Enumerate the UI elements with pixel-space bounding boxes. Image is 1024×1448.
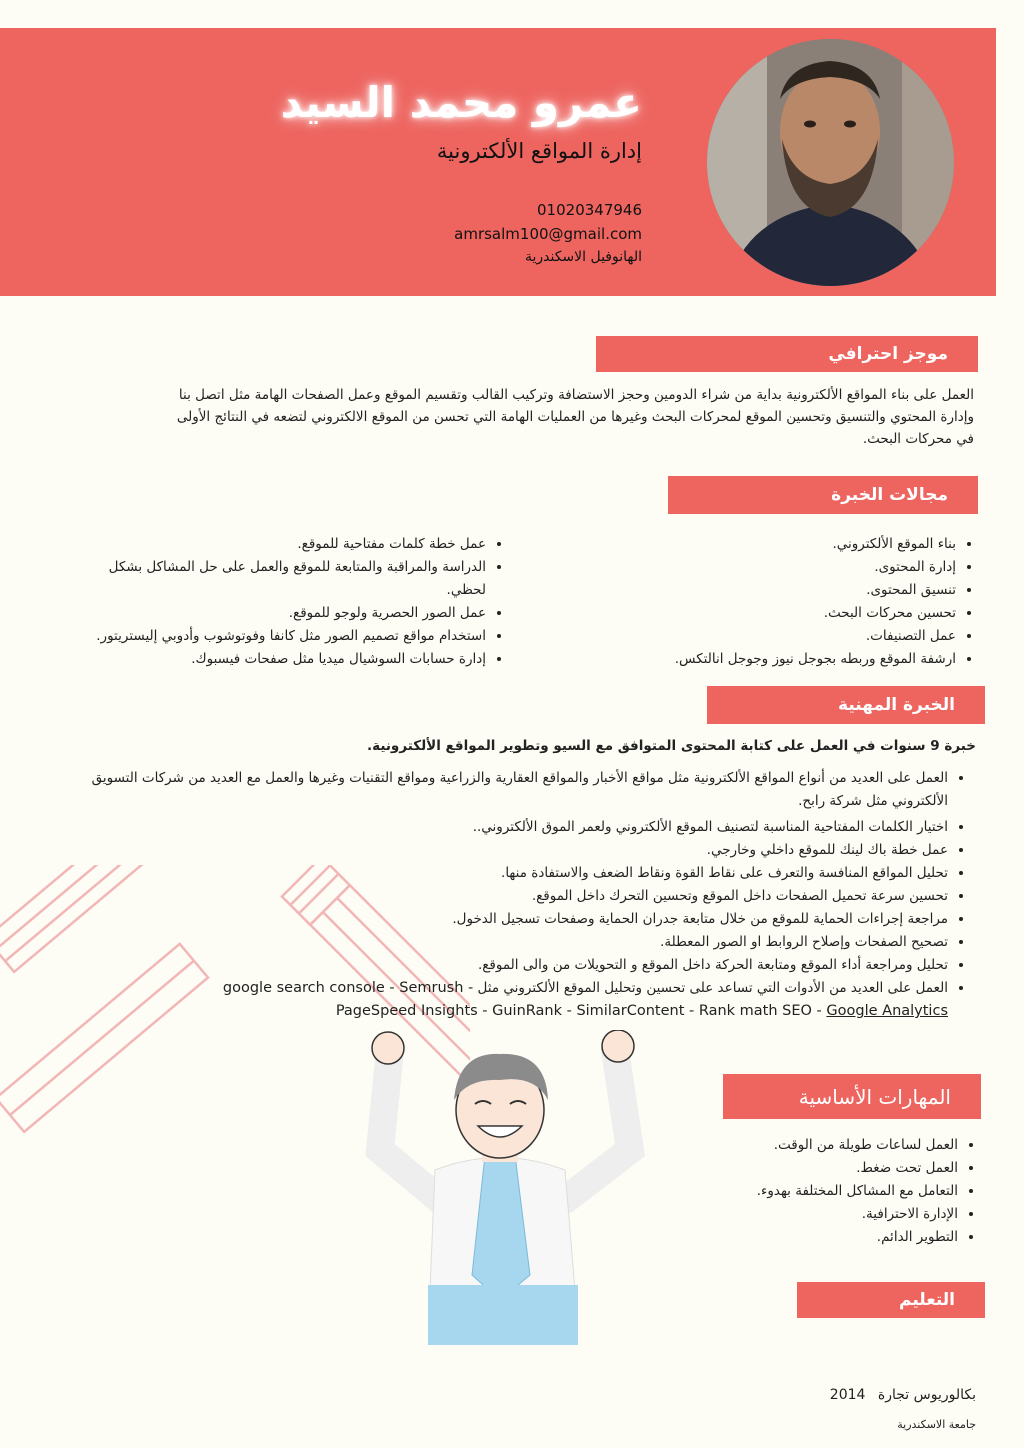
degree-year: 2014 (829, 1387, 866, 1403)
location: الهانوفيل الاسكندرية (524, 249, 642, 265)
cheering-person-illustration (350, 1030, 650, 1350)
list-item: • التطوير الدائم. (658, 1226, 958, 1249)
list-item: • بناء الموقع الألكتروني. (566, 533, 956, 556)
tools-intro: العمل على العديد من الأدوات التي تساعد على تحسين وتحليل الموقع الألكتروني مثل (477, 980, 948, 996)
list-item: • اختيار الكلمات المفتاحية المناسبة لتصنيف الموقع الألكتروني ولعمر الموق الألكتروني.. (78, 816, 948, 839)
list-item: • العمل لساعات طويلة من الوقت. (658, 1134, 958, 1157)
summary-text (74, 384, 974, 450)
list-item: • مراجعة إجراءات الحماية للموقع من خلال متابعة جدران الحماية وصفحات تسجيل الدخول. (78, 908, 948, 931)
google-analytics-link[interactable]: Google Analytics (826, 1003, 948, 1019)
education-degree (830, 1387, 976, 1403)
list-item: • الإدارة الاحترافية. (658, 1203, 958, 1226)
list-item: • الدراسة والمراقبة والمتابعة للموقع والعمل على حل المشاكل بشكل لحظي. (96, 556, 486, 602)
list-item: • تحليل المواقع المنافسة والتعرف على نقاط القوة ونقاط الضعف والاستفادة منها. (78, 862, 948, 885)
experience-list (78, 767, 966, 1023)
expertise-list-right (566, 533, 974, 671)
list-item: • العمل تحت ضغط. (658, 1157, 958, 1180)
profile-photo-image (707, 39, 954, 286)
list-item: • تحليل ومراجعة أداء الموقع ومتابعة الحركة داخل الموقع و التحويلات من والى الموقع. (78, 954, 948, 977)
summary-line: العمل على بناء المواقع الألكترونية بداية من شراء الدومين وحجز الاستضافة وتركيب القالب وتقسيم الموقع وعمل الصفحات الهامة مثل اتصل بنا (178, 387, 974, 403)
candidate-name: عمرو محمد السيد (280, 78, 642, 127)
profile-photo (707, 39, 954, 286)
list-item: • تصحيح الصفحات وإصلاح الروابط او الصور المعطلة. (78, 931, 948, 954)
experience-heading (707, 686, 985, 724)
tools-list: PageSpeed Insights - GuinRank - SimilarContent - Rank math SEO - (335, 1003, 827, 1019)
list-item: • إدارة المحتوى. (566, 556, 956, 579)
expertise-heading-text: مجالات الخبرة (831, 485, 948, 505)
education-school: جامعة الاسكندرية (897, 1418, 976, 1431)
list-item: • العمل على العديد من أنواع المواقع الألكترونية مثل مواقع الأخبار والمواقع العقارية والزراعية ومواقع التقنيات وغيرها والعمل مع العديد من شركات التسويق الألكتروني مثل شركة رابح. (78, 767, 948, 813)
list-item: • التعامل مع المشاكل المختلفة بهدوء. (658, 1180, 958, 1203)
summary-heading-text: موجز احترافي (828, 344, 948, 364)
list-item: • عمل الصور الحصرية ولوجو للموقع. (96, 602, 486, 625)
tools-line-2 (78, 1000, 948, 1023)
experience-heading-text: الخبرة المهنية (838, 695, 955, 715)
email-address: amrsalm100@gmail.com (454, 225, 642, 243)
list-item: • عمل التصنيفات. (566, 625, 956, 648)
list-item: • عمل خطة باك لينك للموقع داخلي وخارجي. (78, 839, 948, 862)
phone-number: 01020347946 (537, 201, 642, 219)
candidate-title: إدارة المواقع الألكترونية (436, 139, 642, 163)
summary-heading (596, 336, 978, 372)
list-item: • ارشفة الموقع وربطه بجوجل نيوز وجوجل انالتكس. (566, 648, 956, 671)
list-item: • تنسيق المحتوى. (566, 579, 956, 602)
education-heading (797, 1282, 985, 1318)
list-item-tools (78, 977, 948, 1023)
summary-line: وإدارة المحتوي والتنسيق وتحسين الموقع لمحركات البحث وغيرها من العمليات الهامة التي تحسن من الموقع الالكتروني لتضعه في النتائج الأولى (176, 409, 974, 425)
education-heading-text: التعليم (899, 1290, 955, 1310)
list-item: • تحسين سرعة تحميل الصفحات داخل الموقع وتحسين التحرك داخل الموقع. (78, 885, 948, 908)
skills-list (658, 1134, 976, 1249)
list-item: • تحسين محركات البحث. (566, 602, 956, 625)
skills-heading (723, 1074, 981, 1119)
experience-lead: خبرة 9 سنوات في العمل على كتابة المحتوى المتوافق مع السيو وتطوير المواقع الألكترونية. (367, 738, 976, 754)
list-item: • عمل خطة كلمات مفتاحية للموقع. (96, 533, 486, 556)
list-item: • استخدام مواقع تصميم الصور مثل كانفا وفوتوشوب وأدوبي إليستريتور. (96, 625, 486, 648)
skills-heading-text: المهارات الأساسية (798, 1084, 951, 1109)
tools-line-1: google search console - Semrush - (222, 980, 474, 996)
list-item: • إدارة حسابات السوشيال ميديا مثل صفحات فيسبوك. (96, 648, 486, 671)
expertise-heading (668, 476, 978, 514)
degree-name: بكالوريوس تجارة (877, 1387, 976, 1403)
expertise-list-left (96, 533, 504, 671)
summary-line: في محركات البحث. (862, 431, 974, 447)
